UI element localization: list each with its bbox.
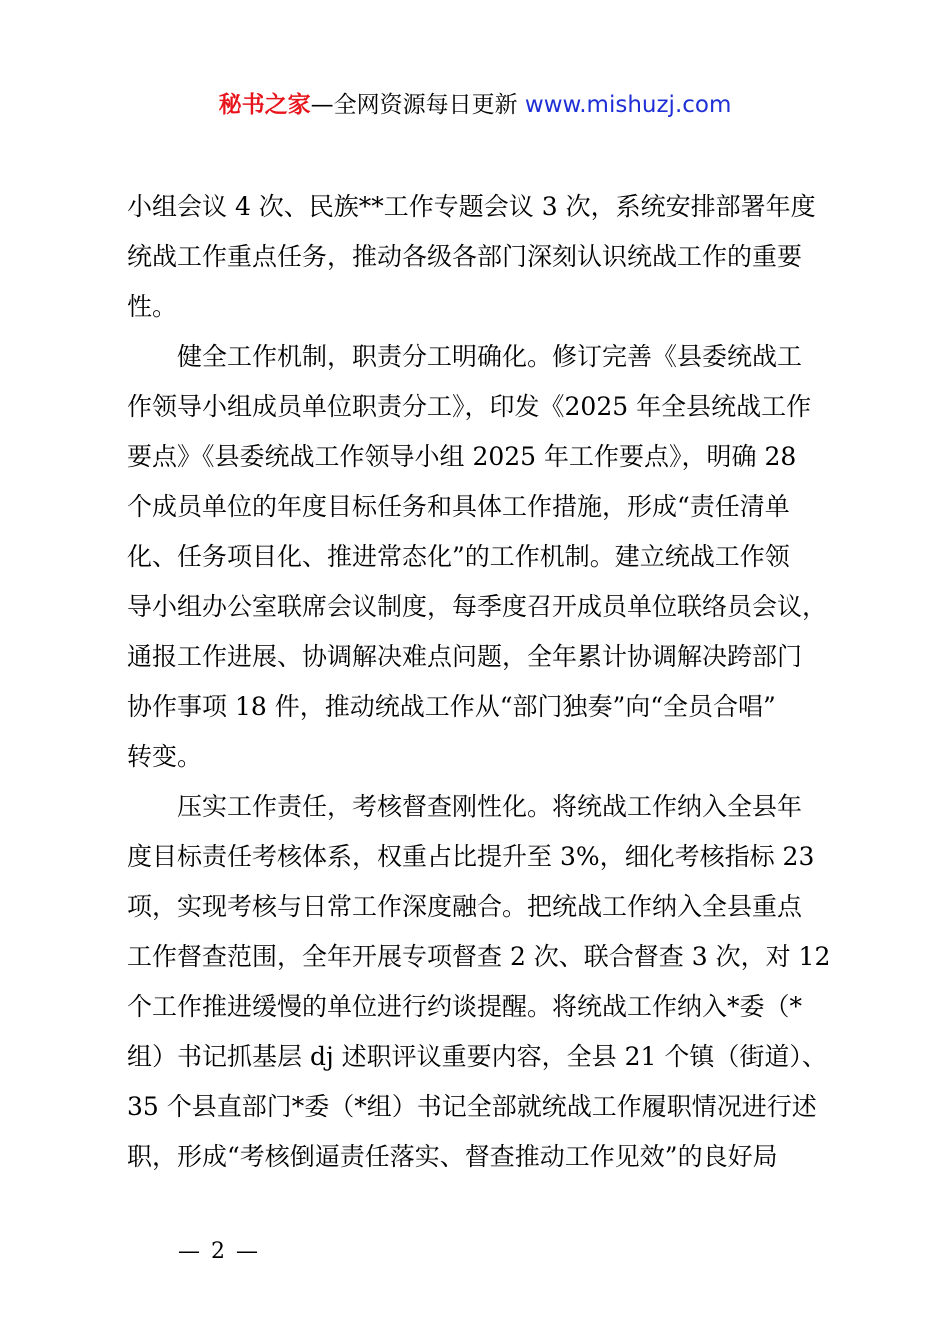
page-number: — 2 — — [178, 1239, 260, 1264]
text-line: 要点》《县委统战工作领导小组 2025 年工作要点》，明确 28 — [127, 442, 797, 471]
text-line: 度目标责任考核体系，权重占比提升至 3%，细化考核指标 23 — [127, 842, 815, 871]
section-heading-line: 压实工作责任，考核督查刚性化。将统战工作纳入全县年 — [177, 792, 803, 821]
text-line: 个成员单位的年度目标任务和具体工作措施，形成“责任清单 — [127, 492, 790, 521]
text-line: 通报工作进展、协调解决难点问题，全年累计协调解决跨部门 — [127, 642, 803, 671]
brand-name: 秘书之家 — [218, 92, 311, 118]
text-line: 协作事项 18 件，推动统战工作从“部门独奏”向“全员合唱” — [127, 692, 776, 721]
text-line: 职，形成“考核倒逼责任落实、督查推动工作见效”的良好局 — [127, 1142, 778, 1171]
text-line: 工作督查范围，全年开展专项督查 2 次、联合督查 3 次，对 12 — [127, 942, 831, 971]
header-separator: — — [310, 92, 334, 118]
section-heading-line: 健全工作机制，职责分工明确化。修订完善《县委统战工 — [177, 342, 803, 371]
text-line: 转变。 — [127, 742, 203, 771]
text-line: 作领导小组成员单位职责分工》，印发《2025 年全县统战工作 — [127, 392, 812, 421]
document-body — [127, 182, 835, 1182]
watermark-header — [0, 88, 950, 122]
text-line: 统战工作重点任务，推动各级各部门深刻认识统战工作的重要 — [127, 242, 803, 271]
text-line: 导小组办公室联席会议制度，每季度召开成员单位联络员会议， — [127, 592, 828, 621]
header-tagline: 全网资源每日更新 — [333, 92, 518, 118]
text-line: 小组会议 4 次、民族**工作专题会议 3 次，系统安排部署年度 — [127, 192, 816, 221]
website-link[interactable]: www.mishuzj.com — [524, 92, 732, 118]
text-line: 组）书记抓基层 dj 述职评议重要内容，全县 21 个镇（街道）、 — [127, 1042, 827, 1071]
text-line: 化、任务项目化、推进常态化”的工作机制。建立统战工作领 — [127, 542, 790, 571]
text-line: 项，实现考核与日常工作深度融合。把统战工作纳入全县重点 — [127, 892, 803, 921]
text-line: 个工作推进缓慢的单位进行约谈提醒。将统战工作纳入*委（* — [127, 992, 803, 1021]
text-line: 性。 — [127, 292, 178, 321]
text-line: 35 个县直部门*委（*组）书记全部就统战工作履职情况进行述 — [127, 1092, 817, 1121]
